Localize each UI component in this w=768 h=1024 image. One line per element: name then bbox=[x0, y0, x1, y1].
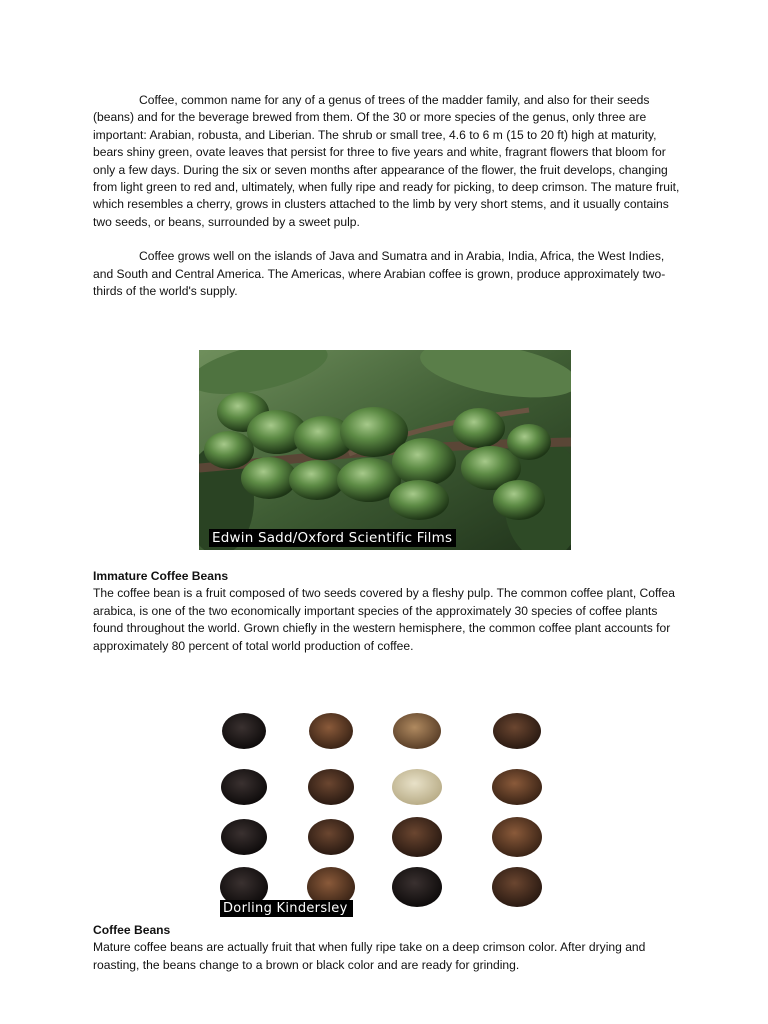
coffee-cherries-illustration bbox=[199, 350, 571, 550]
figure1-caption: The coffee bean is a fruit composed of two seeds covered by a fleshy pulp. The common coffee plant, Coffea arabica, is one of the two economically important species of the approximately 30 species of coffee plants found throughout the world. Grown chiefly in the western hemisphere, the common coffee plant accounts for approximately 80 percent of total world production of coffee. bbox=[93, 586, 675, 653]
photo-credit-1: Edwin Sadd/Oxford Scientific Films bbox=[209, 529, 456, 547]
intro-paragraph-1: Coffee, common name for any of a genus of trees of the madder family, and also for their seeds (beans) and for the beverage brewed from them. Of the 30 or more species of the genus, only three are important: Arabian, robusta, and Liberian. The shrub or small tree, 4.6 to 6 m (15 to 20 ft) high at maturity, bears shiny green, ovate leaves that persist for three to five years and white, fragrant flowers that bloom for only a few days. During the six or seven months after appearance of the flower, the fruit develops, changing from light green to red and, ultimately, when fully ripe and ready for picking, to deep crimson. The mature fruit, which resembles a cherry, grows in clusters attached to the limb by very short stems, and it usually contains two seeds, or beans, surrounded by a sweet pulp. bbox=[93, 93, 680, 229]
figure1-heading: Immature Coffee Beans bbox=[93, 569, 229, 583]
figure2-caption-block bbox=[93, 922, 685, 974]
figure2-caption: Mature coffee beans are actually fruit that when fully ripe take on a deep crimson color. After drying and roasting, the beans change to a brown or black color and are ready for grinding. bbox=[93, 940, 646, 972]
coffee-beans-photo bbox=[212, 703, 558, 919]
figure1-caption-block bbox=[93, 568, 685, 655]
immature-coffee-beans-photo bbox=[199, 350, 571, 550]
document-body bbox=[93, 92, 685, 300]
figure2-heading: Coffee Beans bbox=[93, 923, 171, 937]
coffee-beans-grid-illustration bbox=[212, 703, 558, 919]
intro-paragraph-2: Coffee grows well on the islands of Java and Sumatra and in Arabia, India, Africa, the West Indies, and South and Central America. The Americas, where Arabian coffee is grown, produce approximately two-thirds of the world's supply. bbox=[93, 249, 666, 299]
photo-credit-2: Dorling Kindersley bbox=[220, 900, 353, 917]
